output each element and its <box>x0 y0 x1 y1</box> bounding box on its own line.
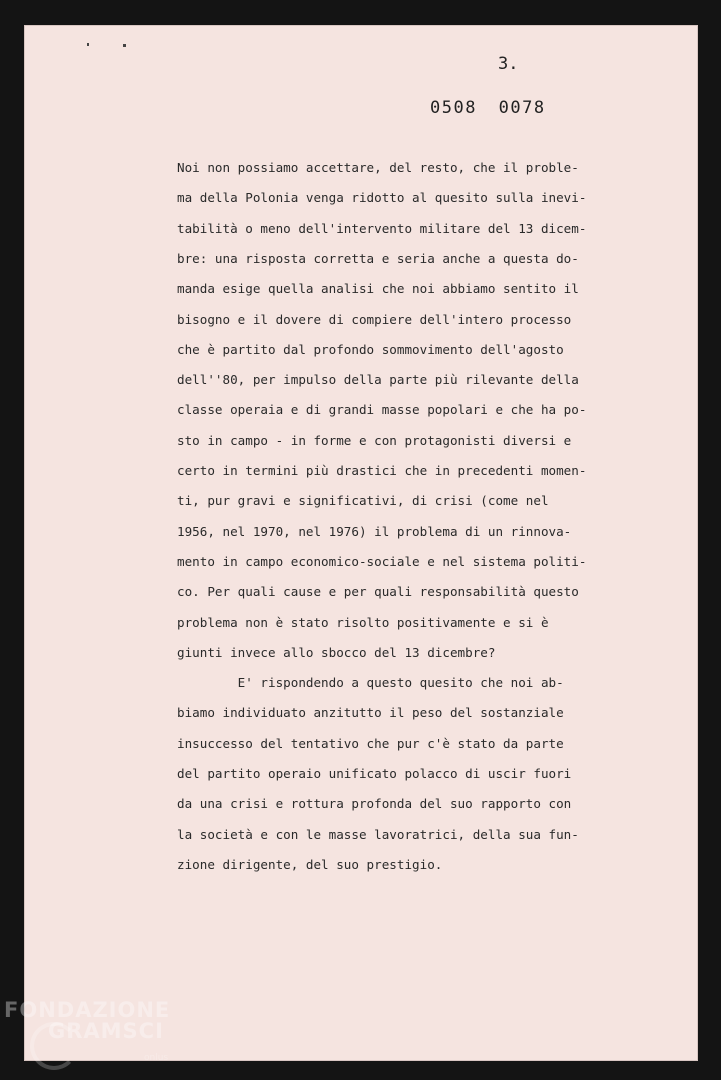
text-line: manda esige quella analisi che noi abbiamo sentito il <box>177 281 579 297</box>
text-line: 1956, nel 1970, nel 1976) il problema di un rinnova- <box>177 523 572 539</box>
text-line: dell''80, per impulso della parte più rilevante della <box>177 372 579 388</box>
watermark <box>4 1000 174 1042</box>
watermark-line-1: FONDAZIONE <box>4 998 171 1022</box>
archive-number: 0508 0078 <box>430 98 546 118</box>
text-line: ma della Polonia venga ridotto al quesito sulla inevi- <box>177 190 587 206</box>
text-line: del partito operaio unificato polacco di uscir fuori <box>177 766 572 781</box>
document-page <box>24 25 698 1061</box>
text-line: la società e con le masse lavoratrici, della sua fun- <box>177 826 579 842</box>
page-number: 3. <box>498 54 519 74</box>
text-line: co. Per quali cause e per quali responsabilità questo <box>177 584 579 600</box>
text-line: ti, pur gravi e significativi, di crisi (come nel <box>177 493 549 509</box>
paper-mark <box>87 43 89 46</box>
text-line: biamo individuato anzitutto il peso del sostanziale <box>177 705 564 721</box>
text-line: certo in termini più drastici che in precedenti momen- <box>177 463 587 478</box>
watermark-line-2: GRAMSCI <box>48 1019 164 1043</box>
text-line: tabilità o meno dell'intervento militare del 13 dicem- <box>177 220 587 236</box>
text-line: giunti invece allo sbocco del 13 dicembre? <box>177 644 496 660</box>
text-line: insuccesso del tentativo che pur c'è stato da parte <box>177 735 564 751</box>
watermark-subtitle: onlus <box>144 1053 169 1063</box>
text-line: da una crisi e rottura profonda del suo rapporto con <box>177 796 572 812</box>
text-line: sto in campo - in forme e con protagonisti diversi e <box>177 432 572 448</box>
text-line: bisogno e il dovere di compiere dell'intero processo <box>177 311 572 327</box>
text-line: mento in campo economico-sociale e nel sistema politi- <box>177 553 587 569</box>
text-line: bre: una risposta corretta e seria anche a questa do- <box>177 250 579 266</box>
text-line: che è partito dal profondo sommovimento dell'agosto <box>177 341 564 357</box>
text-line: E' rispondendo a questo quesito che noi ab- <box>177 675 564 691</box>
text-line: zione dirigente, del suo prestigio. <box>177 856 443 872</box>
text-line: Noi non possiamo accettare, del resto, che il proble- <box>177 160 579 175</box>
text-line: classe operaia e di grandi masse popolari e che ha po- <box>177 402 587 418</box>
text-line: problema non è stato risolto positivamente e si è <box>177 614 549 630</box>
paper-mark <box>123 44 126 47</box>
